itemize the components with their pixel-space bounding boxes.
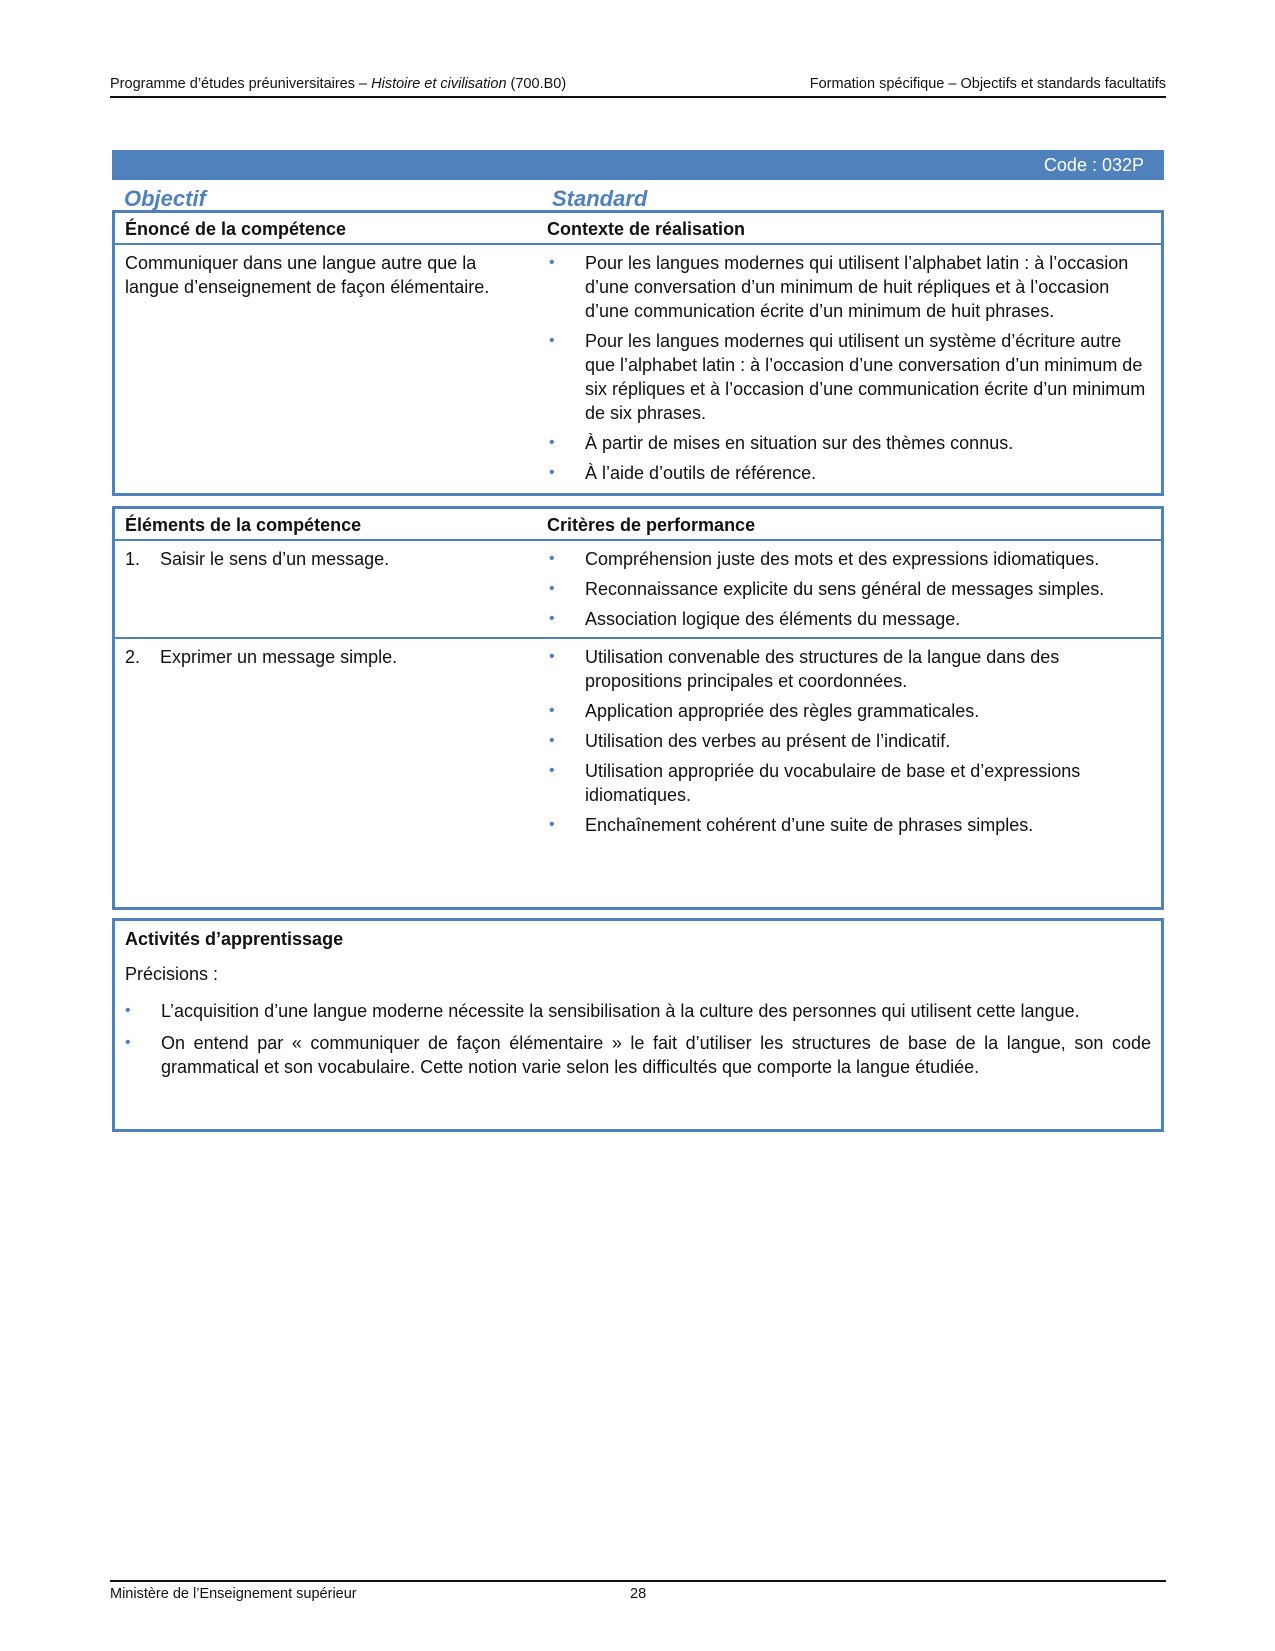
code-label: Code : 032P xyxy=(1043,155,1144,175)
bullet-icon: • xyxy=(549,648,555,665)
competence-row xyxy=(115,245,1161,491)
code-bar xyxy=(112,150,1164,180)
bullet-icon: • xyxy=(549,580,555,597)
activities-title: Activités d’apprentissage xyxy=(125,929,344,949)
bullet-icon: • xyxy=(125,1034,131,1051)
list-item: • Utilisation appropriée du vocabulaire de base et d’expressions idiomatiques. xyxy=(549,761,1081,805)
list-item: • Utilisation convenable des structures de la langue dans des propositions principales et coordonnées. xyxy=(549,647,1060,691)
bullet-icon: • xyxy=(549,610,555,627)
competence-statement: Communiquer dans une langue autre que la langue d’enseignement de façon élémentaire. xyxy=(125,253,490,297)
precisions-list xyxy=(125,999,1151,1079)
elements-table-header xyxy=(115,509,1161,541)
bullet-icon: • xyxy=(549,332,555,349)
learning-activities-box xyxy=(112,918,1164,1132)
criteria-cell xyxy=(547,541,1161,637)
context-heading: Contexte de réalisation xyxy=(547,219,746,239)
list-item: • Enchaînement cohérent d’une suite de phrases simples. xyxy=(549,815,1034,835)
bullet-icon: • xyxy=(549,702,555,719)
standard-heading: Standard xyxy=(552,186,648,211)
list-item: • À l’aide d’outils de référence. xyxy=(549,463,817,483)
criteria-cell xyxy=(547,639,1161,843)
page-number: 28 xyxy=(630,1586,647,1602)
bullet-icon: • xyxy=(549,464,555,481)
competence-table-header xyxy=(115,213,1161,245)
bullet-icon: • xyxy=(125,1002,131,1019)
list-item: • Compréhension juste des mots et des expressions idiomatiques. xyxy=(549,549,1100,569)
header-left: Programme d’études préuniversitaires – Histoire et civilisation (700.B0) xyxy=(110,76,567,92)
page-footer xyxy=(110,1580,1166,1602)
elements-table xyxy=(112,506,1164,910)
objectif-heading: Objectif xyxy=(124,186,206,211)
bullet-icon: • xyxy=(549,762,555,779)
bullet-icon: • xyxy=(549,254,555,271)
list-item: • Pour les langues modernes qui utilisent un système d’écriture autre que l’alphabet latin : à l’occasion d’une conversation d’un minimum de six répliques et à l’occasion d’une communication écrite d’un minimum de six phrases. xyxy=(549,331,1146,423)
context-list-cell xyxy=(547,245,1161,491)
list-item: • À partir de mises en situation sur des thèmes connus. xyxy=(549,433,1014,453)
criteria-list xyxy=(547,645,1153,837)
competence-table xyxy=(112,210,1164,496)
element-row xyxy=(115,637,1161,843)
element-row xyxy=(115,541,1161,637)
page-header xyxy=(110,76,1166,98)
footer-ministry: Ministère de l’Enseignement supérieur xyxy=(110,1586,357,1602)
criteria-list xyxy=(547,547,1153,631)
list-item: • Utilisation des verbes au présent de l’indicatif. xyxy=(549,731,951,751)
list-item: • Application appropriée des règles grammaticales. xyxy=(549,701,980,721)
bullet-icon: • xyxy=(549,816,555,833)
list-item: • Association logique des éléments du message. xyxy=(549,609,961,629)
list-item: • On entend par « communiquer de façon élémentaire » le fait d’utiliser les structures de base de la langue, son code grammatical et son vocabulaire. Cette notion varie selon les difficultés que comporte la langue étudiée. xyxy=(125,1033,1151,1077)
element-label: 1. Saisir le sens d’un message. xyxy=(125,549,390,569)
element-label: 2. Exprimer un message simple. xyxy=(125,647,398,667)
elements-heading: Éléments de la compétence xyxy=(125,515,362,535)
header-right: Formation spécifique – Objectifs et standards facultatifs xyxy=(809,76,1166,92)
context-list xyxy=(547,251,1153,485)
list-item: • Reconnaissance explicite du sens général de messages simples. xyxy=(549,579,1105,599)
bullet-icon: • xyxy=(549,550,555,567)
criteria-heading: Critères de performance xyxy=(547,515,756,535)
bullet-icon: • xyxy=(549,732,555,749)
precisions-label: Précisions : xyxy=(125,964,219,984)
list-item: • Pour les langues modernes qui utilisent l’alphabet latin : à l’occasion d’une conversation d’un minimum de huit répliques et à l’occasion d’une communication écrite d’un minimum de huit phrases. xyxy=(549,253,1129,321)
list-item: • L’acquisition d’une langue moderne nécessite la sensibilisation à la culture des personnes qui utilisent cette langue. xyxy=(125,1001,1080,1021)
bullet-icon: • xyxy=(549,434,555,451)
statement-heading: Énoncé de la compétence xyxy=(125,219,347,239)
